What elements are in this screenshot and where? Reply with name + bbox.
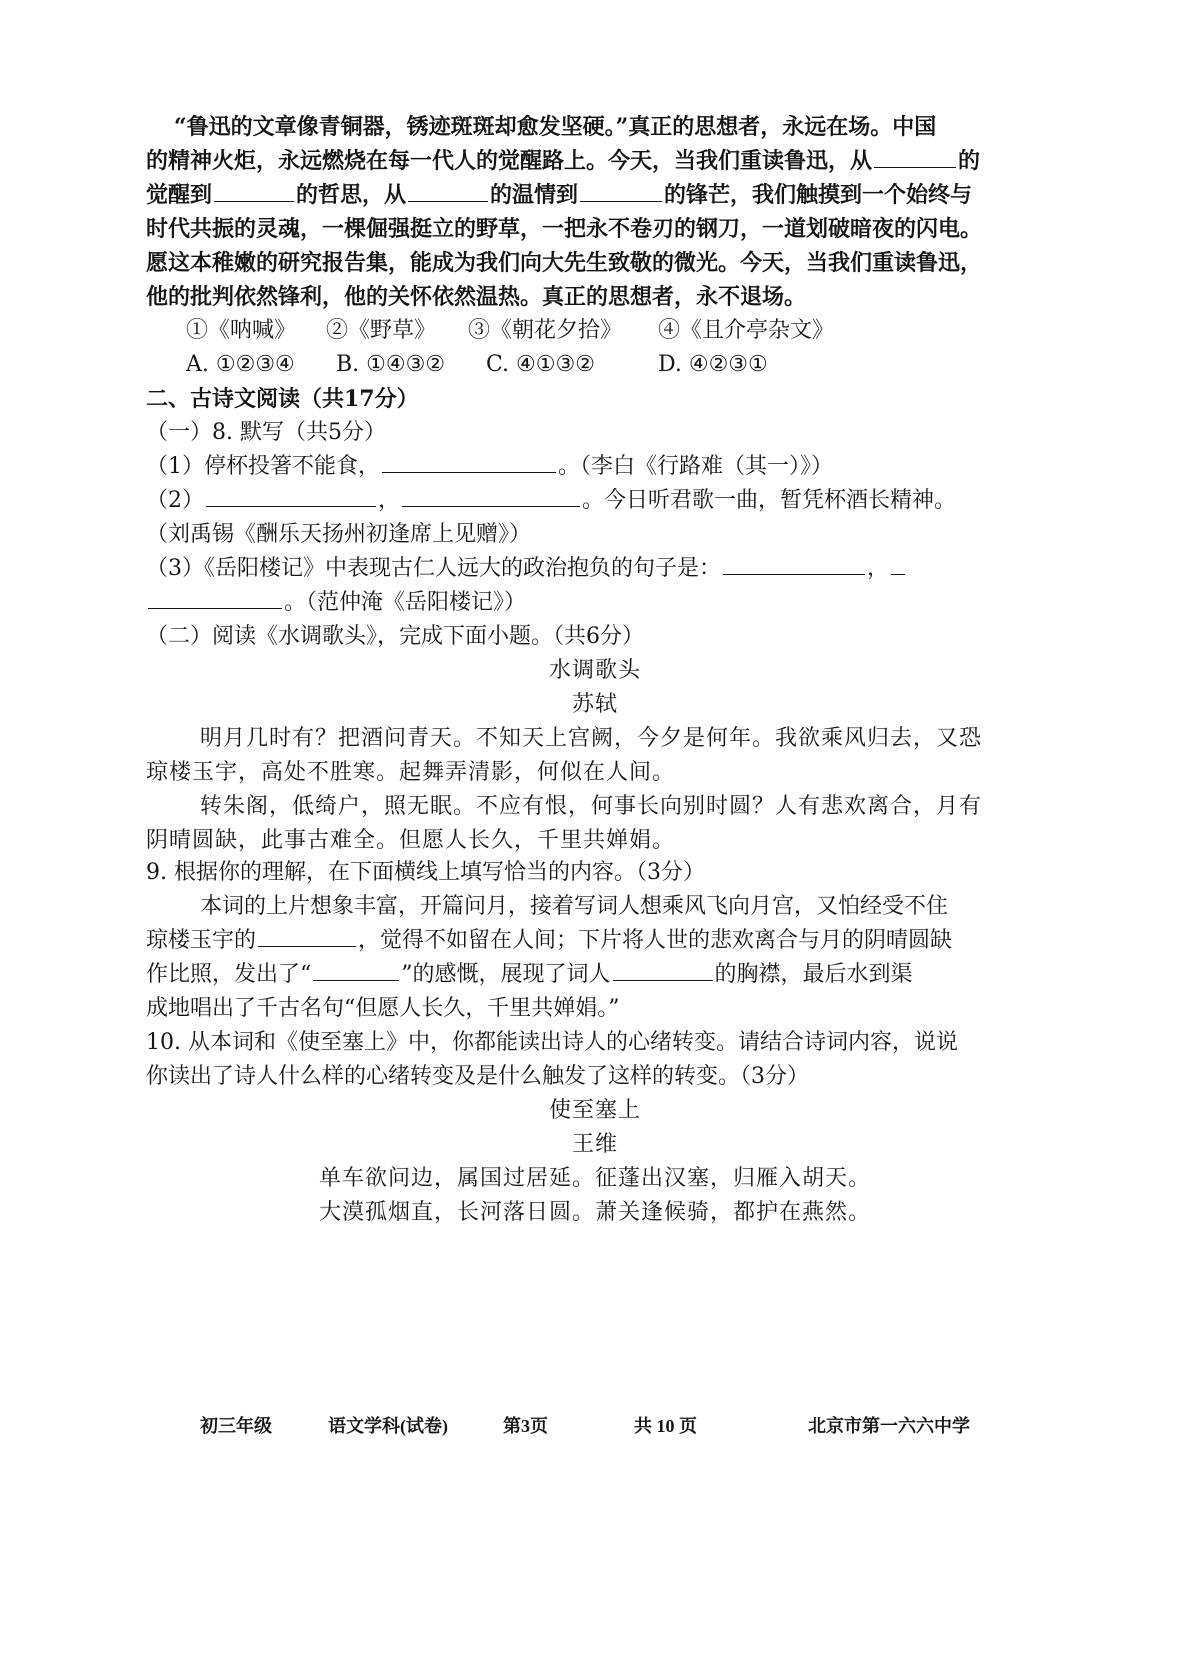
works-list <box>186 316 834 346</box>
question-9-line: 成地唱出了千古名句“但愿人长久，千里共婵娟。” <box>146 996 620 1021</box>
passage-line-2: 的精神火炬，永远燃烧在每一代人的觉醒路上。今天，当我们重读鲁迅，从 的 <box>146 148 981 174</box>
footer-total-pages: 共 10 页 <box>634 1416 697 1436</box>
answer-blank <box>148 588 282 609</box>
dictation-q3-end: 。（范仲淹《岳阳楼记》） <box>146 588 526 618</box>
poem-author: 苏轼 <box>571 692 618 717</box>
answer-blank <box>874 147 956 168</box>
section-title: 二、古诗文阅读（共17分） <box>146 386 419 412</box>
answer-blank <box>891 554 905 575</box>
poem-title: 水调歌头 <box>548 658 641 683</box>
passage-line-1: “鲁迅的文章像青铜器，锈迹斑斑却愈发坚硬。”真正的思想者，永远在场。中国 <box>174 114 937 140</box>
question-10-line: 你读出了诗人什么样的心绪转变及是什么触发了这样的转变。（3分） <box>146 1064 809 1089</box>
option-b: B. ①④③② <box>336 352 446 377</box>
answer-blank <box>206 486 376 507</box>
poem-line: 转朱阁，低绮户，照无眠。不应有恨，何事长向别时圆？人有悲欢离合，月有 <box>200 794 983 819</box>
work-item: ③《朝花夕拾》 <box>468 318 623 343</box>
answer-blank <box>723 554 865 575</box>
answer-blank <box>408 181 488 202</box>
options-list <box>186 350 768 380</box>
poem-author: 王维 <box>571 1132 618 1157</box>
work-item: ②《野草》 <box>326 318 437 343</box>
option-a: A. ①②③④ <box>186 352 295 377</box>
footer-page: 第3页 <box>503 1416 548 1436</box>
answer-blank <box>382 452 556 473</box>
question-9-line: 作比照，发出了“ ”的感慨，展现了词人 的胸襟，最后水到渠 <box>146 962 913 987</box>
dictation-q2: （2） ， 。今日听君歌一曲，暂凭杯酒长精神。 <box>146 488 957 513</box>
footer-grade: 初三年级 <box>200 1416 272 1436</box>
question-9-line: 琼楼玉宇的 ，觉得不如留在人间；下片将人世的悲欢离合与月的阴晴圆缺 <box>146 928 953 953</box>
subsection-dictation: （一）8. 默写（共5分） <box>146 420 386 445</box>
option-c: C. ④①③② <box>486 352 595 377</box>
passage-line-6: 他的批判依然锋利，他的关怀依然温热。真正的思想者，永不退场。 <box>146 284 807 310</box>
work-item: ④《且介亭杂文》 <box>658 318 835 343</box>
passage-line-5: 愿这本稚嫩的研究报告集，能成为我们向大先生致敬的微光。今天，当我们重读鲁迅， <box>146 250 983 276</box>
answer-blank <box>313 960 399 981</box>
work-item: ①《呐喊》 <box>186 318 297 343</box>
question-10-line: 10. 从本词和《使至塞上》中，你都能读出诗人的心绪转变。请结合诗词内容，说说 <box>146 1030 958 1055</box>
dictation-q1: （1）停杯投箸不能食， 。（李白《行路难（其一）》） <box>146 454 834 479</box>
footer-school: 北京市第一六六中学 <box>808 1416 970 1436</box>
poem-line: 阴晴圆缺，此事古难全。但愿人长久，千里共婵娟。 <box>146 828 676 853</box>
poem-line: 明月几时有？把酒问青天。不知天上宫阙，今夕是何年。我欲乘风归去，又恐 <box>200 726 983 751</box>
question-9-line: 本词的上片想象丰富，开篇问月，接着写词人想乘风飞向月宫，又怕经受不住 <box>200 894 949 919</box>
dictation-q3: （3）《岳阳楼记》中表现古仁人远大的政治抱负的句子是： ， <box>146 554 907 584</box>
question-9-title: 9. 根据你的理解，在下面横线上填写恰当的内容。（3分） <box>146 860 705 885</box>
answer-blank <box>402 486 580 507</box>
answer-blank <box>214 181 294 202</box>
answer-blank <box>580 181 662 202</box>
passage-line-4: 时代共振的灵魂，一棵倔强挺立的野草，一把永不卷刃的钢刀，一道划破暗夜的闪电。 <box>146 216 983 242</box>
poem-line: 单车欲问边，属国过居延。征蓬出汉塞，归雁入胡天。 <box>318 1166 871 1191</box>
poem-line: 大漠孤烟直，长河落日圆。萧关逢候骑，都护在燕然。 <box>318 1200 871 1225</box>
poem-line: 琼楼玉宇，高处不胜寒。起舞弄清影，何似在人间。 <box>146 760 676 785</box>
answer-blank <box>613 960 713 981</box>
passage-line-3: 觉醒到 的哲思，从 的温情到 的锋芒，我们触摸到一个始终与 <box>146 182 973 208</box>
poem-title: 使至塞上 <box>548 1098 641 1123</box>
dictation-q2-source: （刘禹锡《酬乐天扬州初逢席上见赠》） <box>146 522 532 547</box>
subsection-reading: （二）阅读《水调歌头》，完成下面小题。（共6分） <box>146 624 644 649</box>
answer-blank <box>258 926 356 947</box>
footer-subject: 语文学科(试卷) <box>328 1416 448 1436</box>
option-d: D. ④②③① <box>658 352 768 377</box>
